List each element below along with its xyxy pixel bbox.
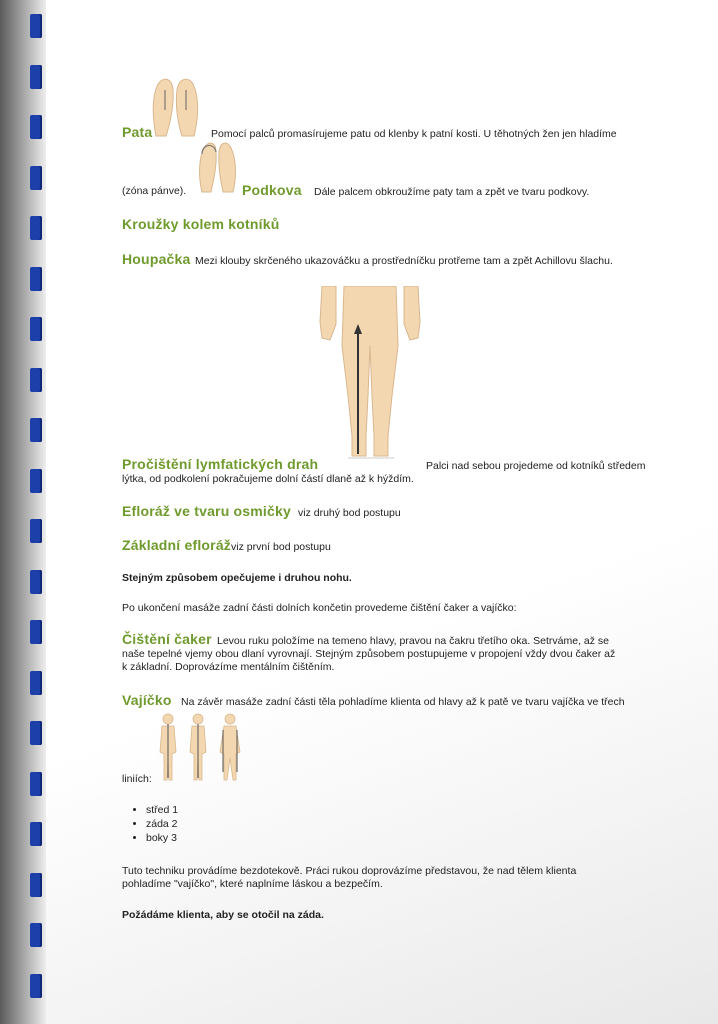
legs-back-illustration	[318, 286, 422, 464]
pozadame-text: Požádáme klienta, aby se otočil na záda.	[122, 909, 324, 921]
body-figures-illustration	[154, 712, 246, 784]
vajicko-list	[128, 803, 178, 845]
vajicko-text: Na závěr masáže zadní části těla pohladíme klienta od hlavy až k patě ve tvaru vajíčka ve třech	[181, 696, 625, 708]
binding-ring	[30, 519, 42, 543]
binding-ring	[30, 923, 42, 947]
binding-ring	[30, 469, 42, 493]
binding-ring	[30, 721, 42, 745]
zakladni-heading: Základní efloráž	[122, 537, 232, 553]
procisteni-text: Palci nad sebou projedeme od kotníků středem	[426, 460, 646, 472]
vajicko-heading: Vajíčko	[122, 692, 172, 708]
binding-ring	[30, 873, 42, 897]
efloraz-osmicka-text: viz druhý bod postupu	[298, 507, 401, 519]
binding-ring	[30, 822, 42, 846]
cisteni-line-1: Levou ruku položíme na temeno hlavy, pravou na čakru třetího oka. Setrváme, až se	[217, 635, 610, 647]
pata-text-2: (zóna pánve).	[122, 185, 187, 197]
tuto-line-2: pohladíme "vajíčko", které naplníme láskou a bezpečím.	[122, 878, 383, 890]
list-item: • záda 2	[146, 817, 178, 831]
cisteni-line-2: naše tepelné vjemy obou dlaní vyrovnají. Stejným způsobem postupujeme v propojení vždy dvou čaker až	[122, 648, 616, 660]
binding-ring	[30, 974, 42, 998]
houpacka-heading: Houpačka	[122, 251, 191, 267]
binding-ring	[30, 14, 42, 38]
binding-ring	[30, 65, 42, 89]
binding-strip	[0, 0, 46, 1024]
krouzky-heading: Kroužky kolem kotníků	[122, 216, 280, 232]
binding-ring	[30, 267, 42, 291]
binding-ring	[30, 166, 42, 190]
binding-ring	[30, 772, 42, 796]
binding-ring	[30, 317, 42, 341]
po-ukonceni-text: Po ukončení masáže zadní části dolních končetin provedeme čištění čaker a vajíčko:	[122, 602, 517, 614]
binding-ring	[30, 620, 42, 644]
binding-ring	[30, 368, 42, 392]
zakladni-text: viz první bod postupu	[231, 541, 331, 553]
podkova-heading: Podkova	[242, 182, 302, 198]
binding-ring	[30, 216, 42, 240]
efloraz-osmicka-heading: Efloráž ve tvaru osmičky	[122, 503, 291, 519]
vajicko-text-2: liniích:	[122, 773, 152, 785]
binding-ring	[30, 115, 42, 139]
binding-ring	[30, 418, 42, 442]
pata-heading: Pata	[122, 124, 153, 140]
cisteni-heading: Čištění čaker	[122, 631, 212, 647]
procisteni-heading: Pročištění lymfatických drah	[122, 456, 319, 472]
pata-text: Pomocí palců promasírujeme patu od klenby k patní kosti. U těhotných žen jen hladíme	[211, 128, 617, 140]
binding-ring	[30, 570, 42, 594]
list-item: • boky 3	[146, 831, 178, 845]
podkova-text: Dále palcem obkroužíme paty tam a zpět ve tvaru podkovy.	[314, 186, 590, 198]
feet-podkova-illustration	[196, 140, 244, 194]
houpacka-text: Mezi klouby skrčeného ukazováčku a prostředníčku protřeme tam a zpět Achillovu šlachu.	[195, 255, 613, 267]
list-item: • střed 1	[146, 803, 178, 817]
procisteni-text-2: lýtka, od podkolení pokračujeme dolní částí dlaně až k hýždím.	[122, 473, 414, 485]
feet-soles-illustration	[148, 76, 210, 138]
cisteni-line-3: k základní. Doprovázíme mentálním čištěním.	[122, 661, 335, 673]
tuto-line-1: Tuto techniku provádíme bezdotekově. Práci rukou doprovázíme představou, že nad tělem klienta	[122, 865, 577, 877]
stejnym-text: Stejným způsobem opečujeme i druhou nohu.	[122, 572, 352, 584]
binding-ring	[30, 671, 42, 695]
